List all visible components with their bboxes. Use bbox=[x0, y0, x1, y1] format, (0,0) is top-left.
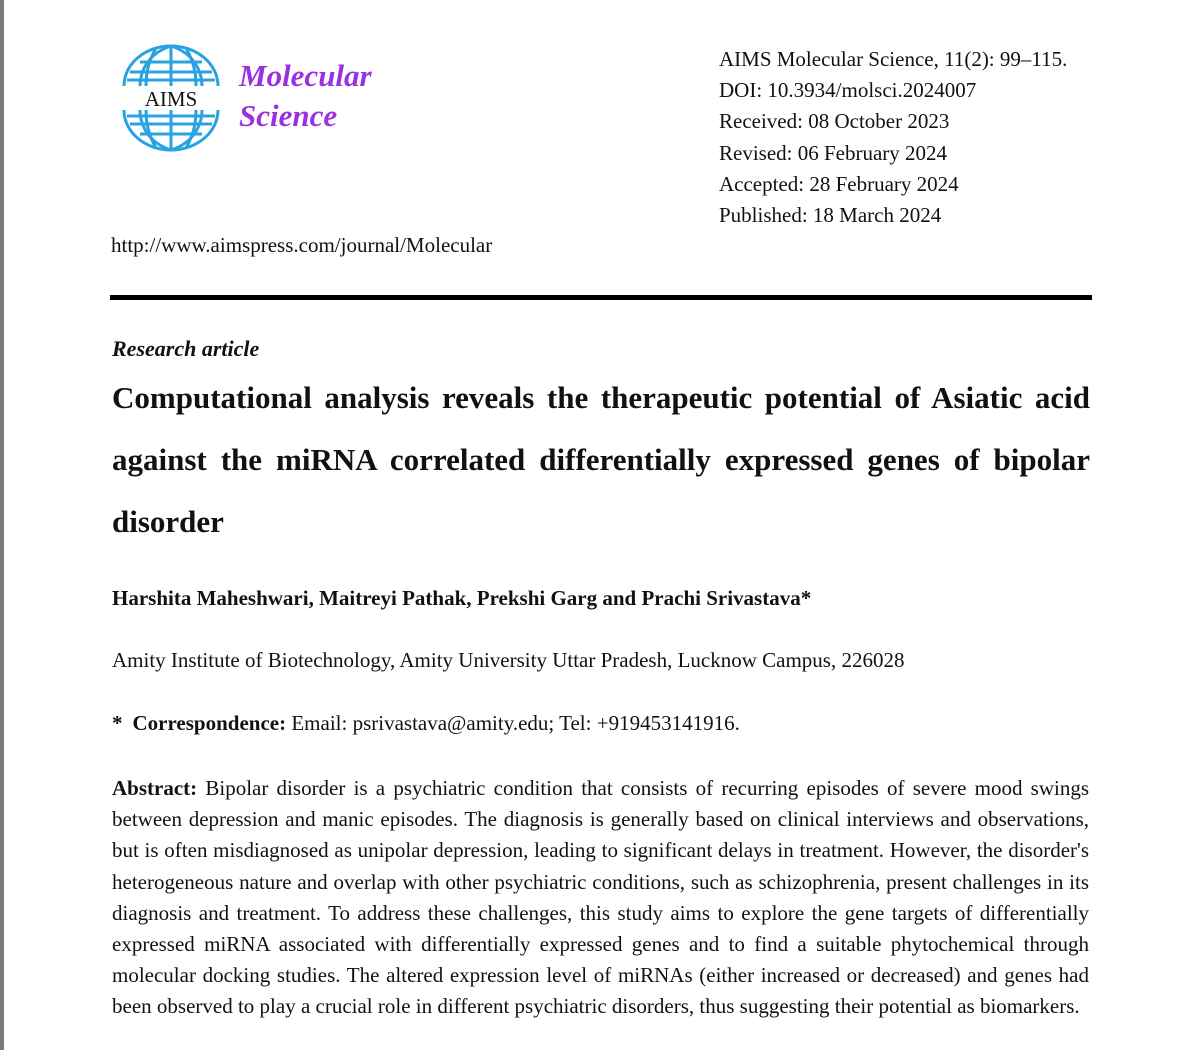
citation: AIMS Molecular Science, 11(2): 99–115. bbox=[719, 47, 1068, 71]
abstract-label: Abstract: bbox=[112, 776, 198, 800]
aims-logo bbox=[116, 44, 226, 152]
header-divider bbox=[110, 295, 1092, 300]
publication-metadata bbox=[719, 44, 1067, 231]
revised-date: Revised: 06 February 2024 bbox=[719, 140, 948, 165]
accepted-date: Accepted: 28 February 2024 bbox=[719, 171, 959, 196]
affiliation: Amity Institute of Biotechnology, Amity University Uttar Pradesh, Lucknow Campus, 226028 bbox=[112, 648, 905, 672]
article-type: Research article bbox=[112, 336, 260, 361]
correspondence bbox=[112, 711, 740, 736]
article-title: Computational analysis reveals the therapeutic potential of Asiatic acid against the miRNA correlated differentially expressed genes of bipolar disorder bbox=[112, 380, 1090, 539]
page-left-border bbox=[0, 0, 4, 1050]
correspondence-star: * bbox=[112, 711, 123, 735]
journal-url[interactable]: http://www.aimspress.com/journal/Molecular bbox=[111, 233, 493, 257]
journal-name-line2: Science bbox=[239, 98, 338, 133]
doi: DOI: 10.3934/molsci.2024007 bbox=[719, 78, 977, 103]
abstract-text: Bipolar disorder is a psychiatric condition that consists of recurring episodes of severe mood swings between depression and manic episodes. The diagnosis is generally based on clinical interviews and observations, but is often misdiagnosed as unipolar depression, leading to significant delays in treatment. However, the disorder's heterogeneous nature and overlap with other psychiatric conditions, such as schizophrenia, present challenges in its diagnosis and treatment. To address these challenges, this study aims to explore the gene targets of differentially expressed miRNA associated with differentially expressed genes and to find a suitable phytochemical through molecular docking studies. The altered expression level of miRNAs (either increased or decreased) and genes had been observed to play a crucial role in different psychiatric disorders, thus suggesting their potential as biomarkers. bbox=[112, 776, 1089, 1019]
journal-name bbox=[239, 56, 372, 136]
correspondence-label: Correspondence: bbox=[132, 711, 287, 735]
correspondence-details: Email: psrivastava@amity.edu; Tel: +919453141916. bbox=[286, 711, 740, 735]
logo-text: AIMS bbox=[144, 87, 198, 111]
received-date: Received: 08 October 2023 bbox=[719, 109, 950, 134]
journal-name-line1: Molecular bbox=[239, 58, 372, 93]
authors: Harshita Maheshwari, Maitreyi Pathak, Prekshi Garg and Prachi Srivastava* bbox=[112, 586, 812, 610]
published-date: Published: 18 March 2024 bbox=[719, 203, 942, 228]
abstract bbox=[112, 773, 1089, 1023]
